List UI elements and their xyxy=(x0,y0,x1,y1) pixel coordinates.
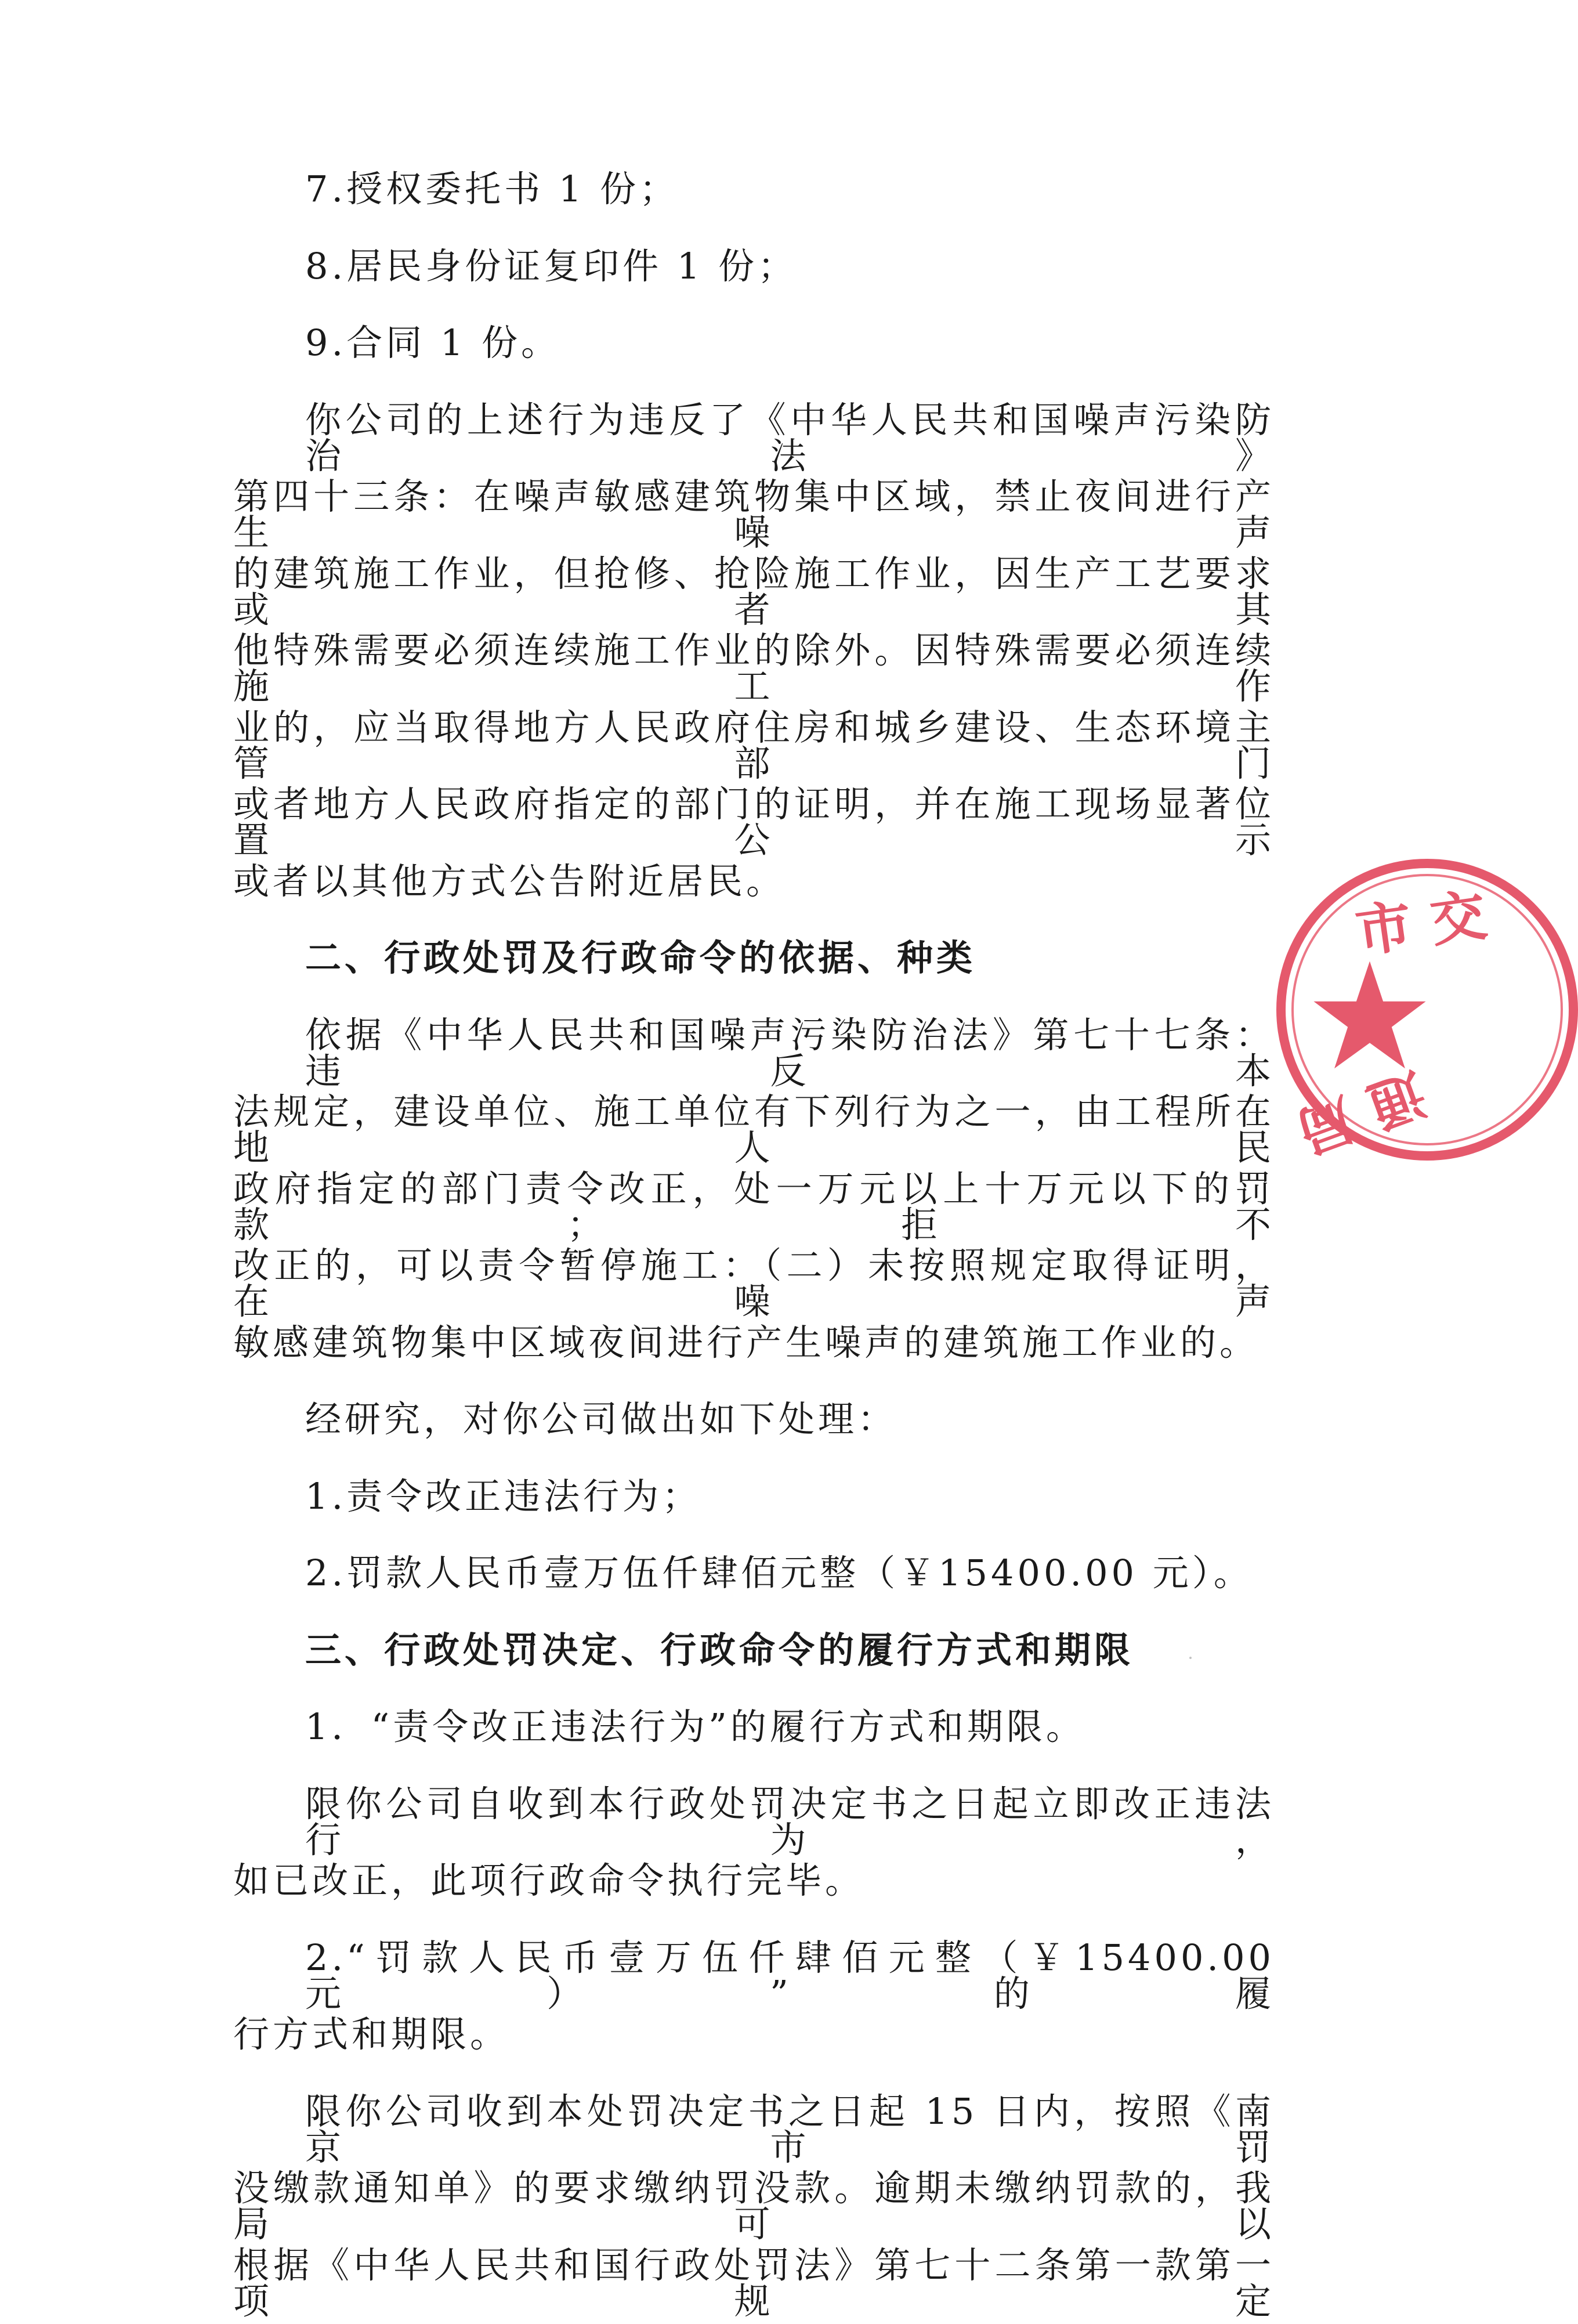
paragraph-line: 限你公司自收到本行政处罚决定书之日起立即改正违法行为， xyxy=(305,1782,1275,1861)
paragraph-line: 政府指定的部门责令改正，处一万元以上十万元以下的罚款；拒不 xyxy=(233,1167,1275,1246)
paragraph-line: 限你公司收到本处罚决定书之日起 15 日内，按照《南京市罚 xyxy=(305,2090,1275,2168)
paragraph-line: 行方式和期限。 xyxy=(233,2013,510,2055)
official-seal xyxy=(1276,859,1578,1166)
subheading-1: 1．“责令改正违法行为”的履行方式和期限。 xyxy=(305,1705,1085,1748)
attachment-item-9: 9.合同 1 份。 xyxy=(305,321,561,364)
paragraph-line: 或者以其他方式公告附近居民。 xyxy=(233,859,786,902)
attachment-item-8: 8.居民身份证复印件 1 份； xyxy=(305,244,798,287)
scan-speck xyxy=(1189,1657,1192,1659)
seal-text-bottom: 通 局 xyxy=(1289,1060,1434,1166)
paragraph-line: 第四十三条：在噪声敏感建筑物集中区域，禁止夜间进行产生噪声 xyxy=(233,475,1275,554)
paragraph-line: 敏感建筑物集中区域夜间进行产生噪声的建筑施工作业的。 xyxy=(233,1321,1259,1364)
paragraph-line: 没缴款通知单》的要求缴纳罚没款。逾期未缴纳罚款的，我局可以 xyxy=(233,2167,1275,2245)
decision-item-2: 2.罚款人民币壹万伍仟肆佰元整（￥15400.00 元）。 xyxy=(305,1552,1253,1594)
paragraph-line: 依据《中华人民共和国噪声污染防治法》第七十七条：违反本 xyxy=(305,1013,1275,1092)
paragraph-line: 如已改正，此项行政命令执行完毕。 xyxy=(233,1859,865,1902)
attachment-item-7: 7.授权委托书 1 份； xyxy=(305,168,679,210)
decision-item-1: 1.责令改正违法行为； xyxy=(305,1474,702,1517)
paragraph-line: 的建筑施工作业，但抢修、抢险施工作业，因生产工艺要求或者其 xyxy=(233,552,1275,631)
seal-star-icon xyxy=(1309,955,1431,1077)
subheading-2: 2.“罚款人民币壹万伍仟肆佰元整（￥15400.00 元）”的履 xyxy=(305,1936,1275,2015)
paragraph-line: 业的，应当取得地方人民政府住房和城乡建设、生态环境主管部门 xyxy=(233,706,1275,785)
paragraph-line: 改正的，可以责令暂停施工：（二）未按照规定取得证明，在噪声 xyxy=(233,1244,1275,1322)
seal-text-top: 市 交 xyxy=(1352,881,1491,966)
section-heading-2: 二、行政处罚及行政命令的依据、种类 xyxy=(305,937,976,979)
paragraph-line: 法规定，建设单位、施工单位有下列行为之一，由工程所在地人民 xyxy=(233,1090,1275,1169)
paragraph-line: 或者地方人民政府指定的部门的证明，并在施工现场显著位置公示 xyxy=(233,783,1275,861)
paragraph-line: 根据《中华人民共和国行政处罚法》第七十二条第一款第一项规定 xyxy=(233,2243,1275,2322)
document-body xyxy=(233,168,1275,2324)
section-heading-3: 三、行政处罚决定、行政命令的履行方式和期限 xyxy=(305,1628,1134,1671)
paragraph-line: 经研究，对你公司做出如下处理： xyxy=(305,1398,897,1440)
paragraph-line: 你公司的上述行为违反了《中华人民共和国噪声污染防治法》 xyxy=(305,398,1275,477)
paragraph-line: 他特殊需要必须连续施工作业的除外。因特殊需要必须连续施工作 xyxy=(233,629,1275,707)
